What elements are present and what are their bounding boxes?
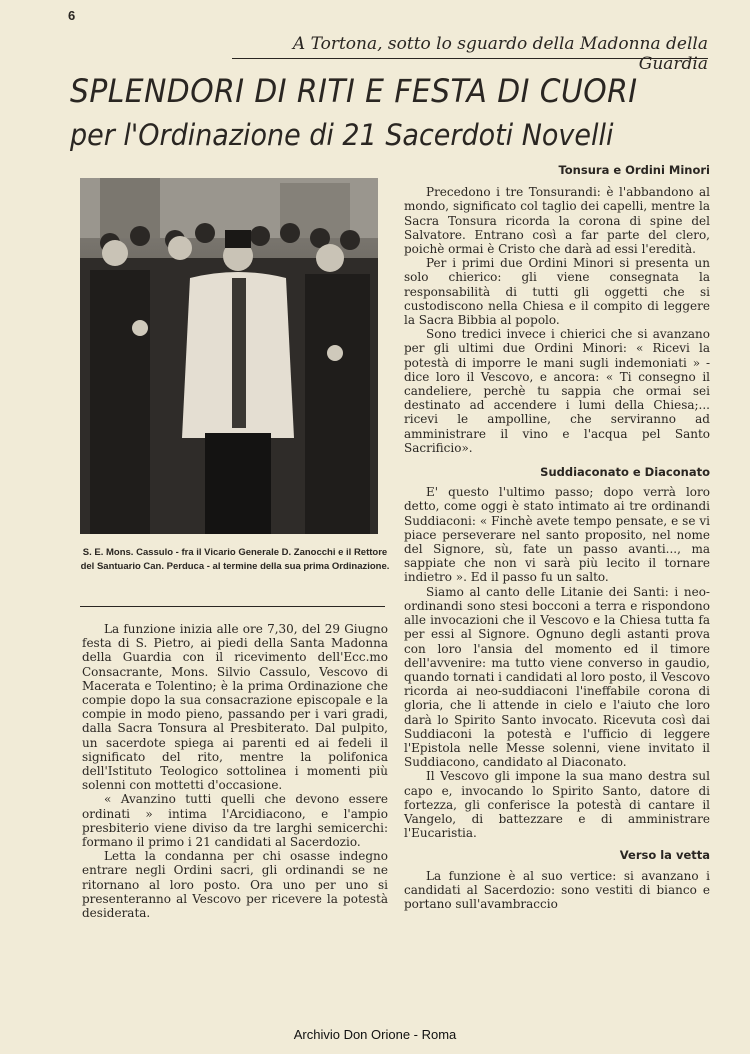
left-paragraph: « Avanzino tutti quelli che devono essere ordinati » intima l'Arcidiacono, e l'ampio presbiterio viene diviso da tre larghi semicerchi: formano il primo i 21 candidati al Sacerdozio. [82, 792, 388, 850]
caption-rule [80, 606, 385, 607]
right-paragraph: Sono tredici invece i chierici che si avanzano per gli ultimi due Ordini Minori: « Ricevi la potestà di imporre le mani sugli indemoniati » - dice loro il Vescovo, e ancora: « Ti consegno il candeliere, perchè tu sappia che ormai sei destinato ad accendere i lumi della Chiesa;... ricevi le ampolline, che serviranno ad amministrare il vino e l'acqua pel Santo Sacrificio». [404, 327, 710, 455]
kicker-rule [232, 58, 708, 59]
section-heading-suddiaconato: Suddiaconato e Diaconato [540, 465, 710, 480]
subheadline: per l'Ordinazione di 21 Sacerdoti Novelli [70, 118, 614, 152]
archive-footer: Archivio Don Orione - Roma [293, 1027, 457, 1042]
right-paragraph: Per i primi due Ordini Minori si presenta un solo chierico: gli viene consegnata la responsabilità di tutti gli oggetti che si custodiscono nella Chiesa e il compito di leggere la Sacra Bibbia al popolo. [404, 256, 710, 328]
right-column [404, 163, 710, 911]
section-heading-tonsura: Tonsura e Ordini Minori [558, 163, 710, 177]
left-column [82, 622, 388, 920]
left-paragraph: Letta la condanna per chi osasse indegno entrare negli Ordini sacri, gli ordinandi se ne ritornano al loro posto. Ora uno per uno si presenteranno al Vescovo per ricevere la potestà desiderata. [82, 849, 388, 921]
right-paragraph: Siamo al canto delle Litanie dei Santi: i neo-ordinandi sono stesi bocconi a terra e rispondono alle invocazioni che il Vescovo e la Chiesa tutta fa per essi al Signore. Ognuno degli astanti prova con loro l'ansia del momento ed il timore dell'avvenire: ma tutto viene converso in gaudio, quando tornati i candidati al loro posto, il Vescovo ricorda ai neo-suddiaconi l'ineffabile corona di gloria, che li attende in cielo e l'aiuto che loro darà lo Spirito Santo invocato. Ricevuta così dai Suddiaconi la potestà e l'ufficio di leggere l'Epistola nelle Messe solenni, viene invitato il Suddiacono, candidato al Diaconato. [404, 584, 710, 770]
left-paragraph: La funzione inizia alle ore 7,30, del 29 Giugno festa di S. Pietro, ai piedi della Santa Madonna della Guardia con il ricevimento dell'Ecc.mo Consacrante, Mons. Silvio Cassulo, Vescovo di Macerata e Tolentino; è la prima Ordinazione che compie dopo la sua consacrazione episcopale e la compie in modo pieno, passando per i vari gradi, dalla Sacra Tonsura al Presbiterato. Dal pulpito, un sacerdote spiega ai parenti ed ai fedeli il significato del rito, mentre la polifonica dell'Istituto Teologico sottolinea i momenti più solenni con mottetti d'occasione. [82, 622, 388, 793]
right-paragraph: Il Vescovo gli impone la sua mano destra sul capo e, invocando lo Spirito Santo, datore di fortezza, gli conferisce la potestà di cantare il Vangelo, di battezzare e di amministrare l'Eucaristia. [404, 769, 710, 841]
right-paragraph: La funzione è al suo vertice: si avanzano i candidati al Sacerdozio: sono vestiti di bianco e portano sull'avambraccio [404, 868, 710, 911]
headline: SPLENDORI DI RITI E FESTA DI CUORI [70, 72, 638, 110]
group-photo [80, 178, 378, 534]
section-heading-vetta: Verso la vetta [619, 848, 710, 863]
kicker-line: A Tortona, sotto lo sguardo della Madonna della Guardia [292, 34, 708, 74]
page-number: 6 [68, 8, 76, 23]
right-paragraph: Precedono i tre Tonsurandi: è l'abbandono al mondo, significato col taglio dei capelli, mentre la Sacra Tonsura ricorda la corona di spine del Salvatore. Entrano così a far parte del clero, poichè ormai è Cristo che darà ad essi l'eredità. [404, 185, 710, 257]
right-paragraph: E' questo l'ultimo passo; dopo verrà loro detto, come oggi è stato intimato ai tre ordinandi Suddiaconi: « Finchè avete tempo pensate, e se vi piace perseverare nel santo proposito, nel nome del Signore, sù, fate un passo avanti..., ma sappiate che non vi sarà più lecito il tornare indietro ». Ed il passo fu un salto. [404, 485, 710, 585]
photo-caption: S. E. Mons. Cassulo - fra il Vicario Generale D. Zanocchi e il Rettore del Santuario Can. Perduca - al termine della sua prima Ordinazione. [80, 547, 390, 572]
group-photo-image [80, 178, 378, 534]
